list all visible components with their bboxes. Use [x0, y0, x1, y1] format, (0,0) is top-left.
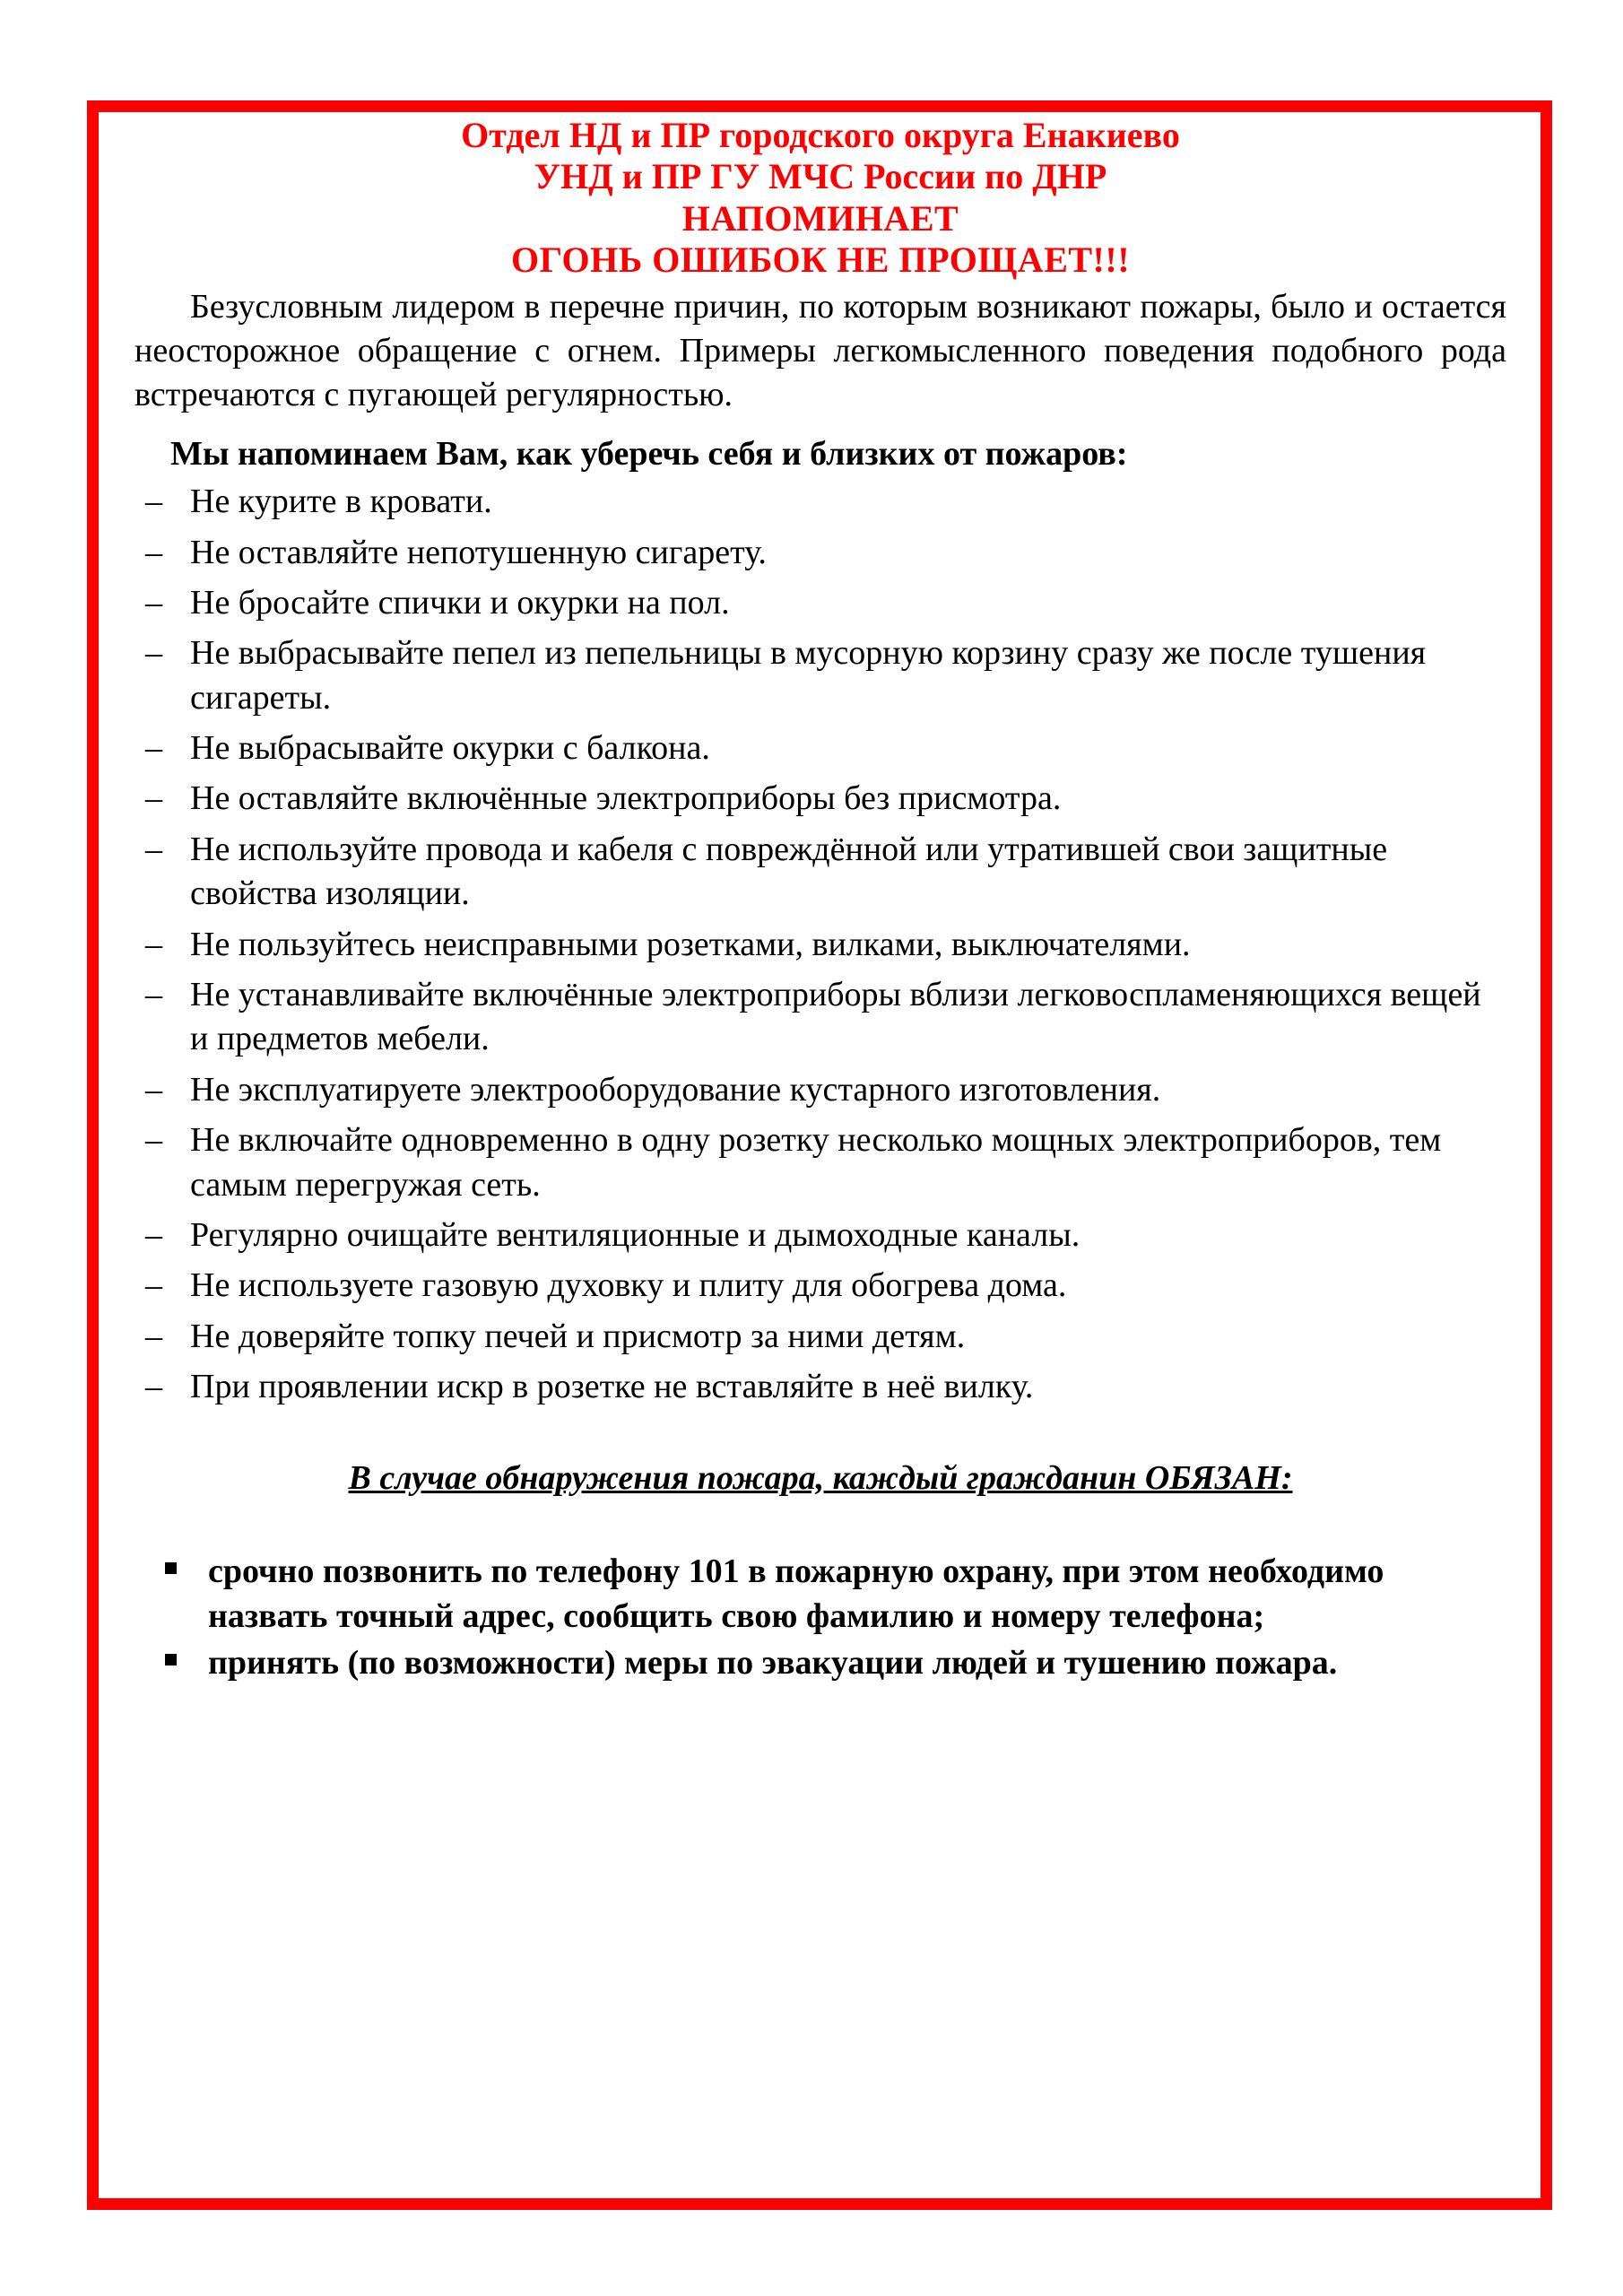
list-item	[135, 973, 1506, 1062]
list-item	[135, 1640, 1506, 1685]
dash-marker-icon: –	[145, 779, 162, 818]
dash-marker-icon: –	[145, 1317, 162, 1355]
dash-marker-icon: –	[145, 1266, 162, 1305]
header-line-2: УНД и ПР ГУ МЧС России по ДНР	[534, 156, 1107, 197]
list-item	[135, 923, 1506, 967]
header-line-4: ОГОНЬ ОШИБОК НЕ ПРОЩАЕТ!!!	[510, 239, 1131, 281]
list-item	[135, 1315, 1506, 1359]
list-item	[135, 1365, 1506, 1409]
list-item	[135, 726, 1506, 770]
list-item	[135, 1068, 1506, 1112]
list-item	[135, 1264, 1506, 1308]
safety-item-text: Не выбрасывайте пепел из пепельницы в мусорную корзину сразу же после тушения сигареты.	[190, 634, 1427, 717]
safety-item-text: Не оставляйте непотушенную сигарету.	[190, 533, 767, 571]
oblige-heading: В случае обнаружения пожара, каждый гражданин ОБЯЗАН:	[348, 1458, 1293, 1497]
list-item	[135, 777, 1506, 821]
safety-item-text: Не бросайте спички и окурки на пол.	[190, 583, 730, 622]
safety-item-text: Не используете газовую духовку и плиту для обогрева дома.	[190, 1266, 1067, 1305]
list-item	[135, 480, 1506, 524]
safety-item-text: Не курите в кровати.	[190, 483, 492, 521]
list-item	[135, 531, 1506, 575]
dash-marker-icon: –	[145, 1215, 162, 1254]
dash-marker-icon: –	[145, 925, 162, 963]
dash-marker-icon: –	[145, 1368, 162, 1406]
safety-item-text: Не используйте провода и кабеля с повреждённой или утратившей свои защитные свойства изоляции.	[190, 830, 1388, 913]
safety-item-text: Не оставляйте включённые электроприборы без присмотра.	[190, 779, 1062, 818]
leadin-line: Мы напоминаем Вам, как уберечь себя и близких от пожаров:	[170, 434, 1128, 473]
dash-marker-icon: –	[145, 830, 162, 868]
header-line-1: Отдел НД и ПР городского округа Енакиево	[461, 115, 1180, 155]
dash-marker-icon: –	[145, 1121, 162, 1160]
safety-item-text: Не выбрасывайте окурки с балкона.	[190, 729, 710, 768]
safety-item-text: Регулярно очищайте вентиляционные и дымоходные каналы.	[190, 1215, 1081, 1254]
oblige-item-text: срочно позвонить по телефону 101 в пожарную охрану, при этом необходимо назвать точный адрес, сообщить свою фамилию и номеру телефона;	[208, 1552, 1384, 1636]
square-bullet-icon	[165, 1654, 177, 1665]
safety-item-text: Не эксплуатируете электрооборудование кустарного изготовления.	[190, 1070, 1161, 1109]
dash-marker-icon: –	[145, 729, 162, 768]
square-bullet-icon	[165, 1562, 177, 1574]
list-item	[135, 1549, 1506, 1639]
safety-item-text: При проявлении искр в розетке не вставляйте в неё вилку.	[190, 1368, 1034, 1406]
list-item	[135, 1213, 1506, 1257]
dash-marker-icon: –	[145, 1070, 162, 1109]
safety-item-text: Не устанавливайте включённые электроприборы вблизи легковоспламеняющихся вещей и предметов мебели.	[190, 976, 1481, 1058]
poster-header	[135, 115, 1506, 282]
dash-marker-icon: –	[145, 583, 162, 622]
safety-item-text: Не включайте одновременно в одну розетку несколько мощных электроприборов, тем самым перегружая сеть.	[190, 1121, 1442, 1204]
poster-content	[135, 115, 1506, 1687]
dash-marker-icon: –	[145, 634, 162, 673]
header-line-3: НАПОМИНАЕТ	[681, 197, 959, 239]
safety-item-text: Не доверяйте топку печей и присмотр за ними детям.	[190, 1317, 966, 1355]
dash-marker-icon: –	[145, 483, 162, 521]
list-item	[135, 581, 1506, 625]
dash-marker-icon: –	[145, 533, 162, 571]
intro-paragraph: Безусловным лидером в перечне причин, по которым возникают пожары, было и остается неосторожное обращение с огнем. Примеры легкомысленного поведения подобного рода встречаются с пугающей регулярностью.	[135, 287, 1506, 414]
dash-marker-icon: –	[145, 976, 162, 1014]
oblige-item-text: принять (по возможности) меры по эвакуации людей и тушению пожара.	[208, 1644, 1338, 1683]
oblige-list	[135, 1549, 1506, 1685]
list-item	[135, 828, 1506, 917]
safety-item-text: Не пользуйтесь неисправными розетками, вилками, выключателями.	[190, 925, 1191, 963]
list-item	[135, 1118, 1506, 1207]
list-item	[135, 631, 1506, 720]
safety-list	[135, 480, 1506, 1409]
